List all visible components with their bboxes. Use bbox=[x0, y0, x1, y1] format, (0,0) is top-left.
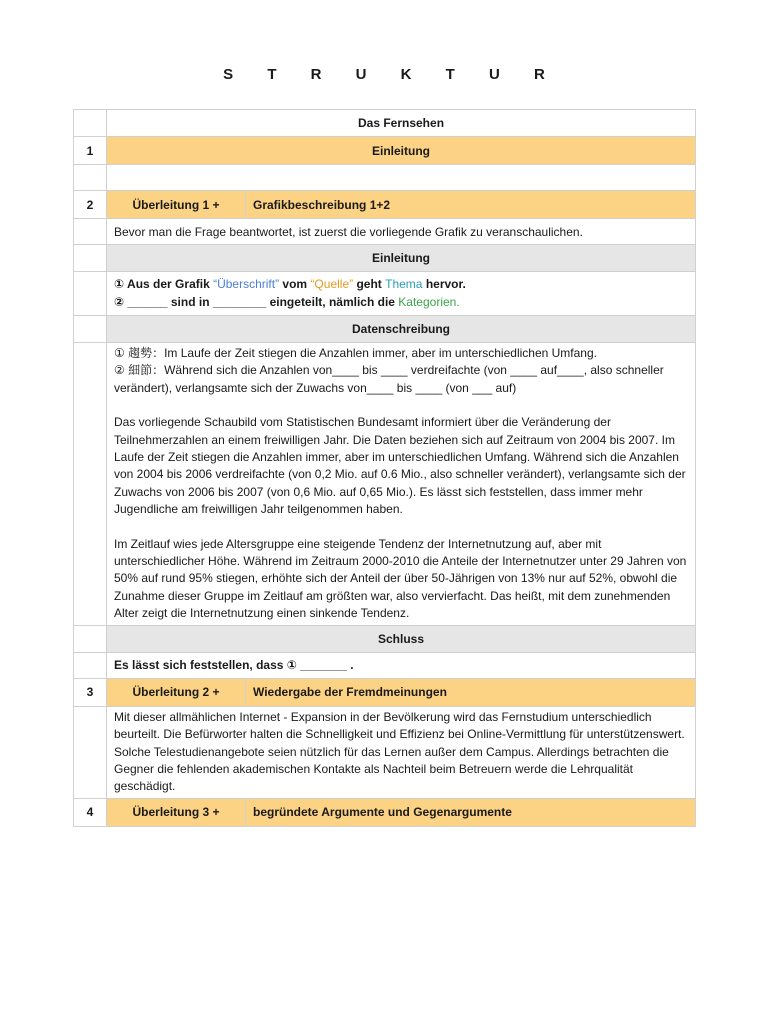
table-row bbox=[74, 343, 696, 626]
transition-label: Überleitung 1 + bbox=[107, 191, 246, 219]
table-row bbox=[74, 165, 696, 191]
section-einleitung: Einleitung bbox=[107, 137, 696, 165]
empty-cell bbox=[74, 343, 107, 626]
detail-line: ② 細節：Während sich die Anzahlen von____ bis ____ verdreifachte (von ____ auf____, also schneller verändert), verlangsamte sich der Zuwachs von____ bis ____ (von ___ auf) bbox=[114, 363, 664, 395]
section-number: 2 bbox=[74, 191, 107, 219]
table-row bbox=[74, 272, 696, 316]
table-row bbox=[74, 625, 696, 652]
paragraph: Im Zeitlauf wies jede Altersgruppe eine steigende Tendenz der Internetnutzung auf, aber mit unterschiedlicher Höhe. Während im Zeitraum 2000-2010 die Anteile der Internetnutzer unter 29 Jahren von 50% auf rund 95% stiegen, erhöhte sich der Anteil der über 50-Jährigen von 13% nur auf 52%, obwohl die Zunahme dieser Gruppe im Zeitlauf am größten war, also vervierfacht. Das heißt, mit dem zunehmenden Alter zeigt die Internetnutzung einen sinkende Tendenz. bbox=[114, 536, 687, 621]
trend-line: ① 趨勢：Im Laufe der Zeit stiegen die Anzahlen immer, aber im unterschiedlichen Umfang. bbox=[114, 346, 597, 360]
subheading-schluss: Schluss bbox=[107, 625, 696, 652]
empty-cell bbox=[74, 110, 107, 137]
empty-cell bbox=[74, 652, 107, 678]
table-row bbox=[74, 678, 696, 706]
table-row bbox=[74, 316, 696, 343]
transition-label: Überleitung 2 + bbox=[107, 678, 246, 706]
subheading-einleitung: Einleitung bbox=[107, 245, 696, 272]
empty-cell bbox=[74, 272, 107, 316]
empty-cell bbox=[74, 316, 107, 343]
section-heading: Grafikbeschreibung 1+2 bbox=[246, 191, 696, 219]
table-row bbox=[74, 706, 696, 798]
table-row bbox=[74, 798, 696, 826]
intro-text: Bevor man die Frage beantwortet, ist zuerst die vorliegende Grafik zu veranschaulichen. bbox=[107, 219, 696, 245]
section-number: 3 bbox=[74, 678, 107, 706]
empty-cell bbox=[74, 165, 107, 191]
page-title: S T R U K T U R bbox=[223, 66, 560, 83]
table-row bbox=[74, 245, 696, 272]
empty-cell bbox=[107, 165, 696, 191]
section-heading: begründete Argumente und Gegenargumente bbox=[246, 798, 696, 826]
table-row bbox=[74, 110, 696, 137]
table-row bbox=[74, 219, 696, 245]
empty-cell bbox=[74, 219, 107, 245]
empty-cell bbox=[74, 625, 107, 652]
header-topic: Das Fernsehen bbox=[107, 110, 696, 137]
section-number: 1 bbox=[74, 137, 107, 165]
opinions-text: Mit dieser allmählichen Internet - Expansion in der Bevölkerung wird das Fernstudium unterschiedlich beurteilt. Die Befürworter halten die Schnelligkeit und Effizienz bei Online-Vermittlung für unterstützenswert. Solche Telestudienangebote seien nützlich für das Lernen außer dem Campus. Allerdings betrachten die Gegner die fehlenden akademischen Kontakte als Nachteil beim Betreuern werde die Lehrqualität geschädigt. bbox=[107, 706, 696, 798]
template-lines: ① Aus der Grafik “Überschrift” vom “Quelle” geht Thema hervor. ② ______ sind in ________ eingeteilt, nämlich die Kategorien. bbox=[107, 272, 696, 316]
conclusion-text: Es lässt sich feststellen, dass ① _______ . bbox=[107, 652, 696, 678]
empty-cell bbox=[74, 706, 107, 798]
transition-label: Überleitung 3 + bbox=[107, 798, 246, 826]
table-row bbox=[74, 191, 696, 219]
table-row bbox=[74, 652, 696, 678]
paragraph: Das vorliegende Schaubild vom Statistischen Bundesamt informiert über die Veränderung der Teilnehmerzahlen an einem freiwilligen Jahr. Die Daten beziehen sich auf Zeitraum von 2004 bis 2007. Im Laufe der Zeit stiegen die Anzahlen immer, aber im unterschiedlichen Umfang. Während sich die Anzahlen von 2004 bis 2006 verdreifachte (von 0,2 Mio. auf 0.6 Mio., also schneller verändert), verlangsamte sich der Zuwachs von 2006 bis 2007 (von 0,6 Mio. auf 0,65 Mio.). Es lässt sich feststellen, dass immer mehr Jugendliche am freiwilligen Jahr teilgenommen haben. bbox=[114, 415, 686, 517]
subheading-datenschreibung: Datenschreibung bbox=[107, 316, 696, 343]
table-row bbox=[74, 137, 696, 165]
data-description bbox=[107, 343, 696, 626]
structure-table bbox=[73, 109, 696, 827]
section-heading: Wiedergabe der Fremdmeinungen bbox=[246, 678, 696, 706]
empty-cell bbox=[74, 245, 107, 272]
section-number: 4 bbox=[74, 798, 107, 826]
